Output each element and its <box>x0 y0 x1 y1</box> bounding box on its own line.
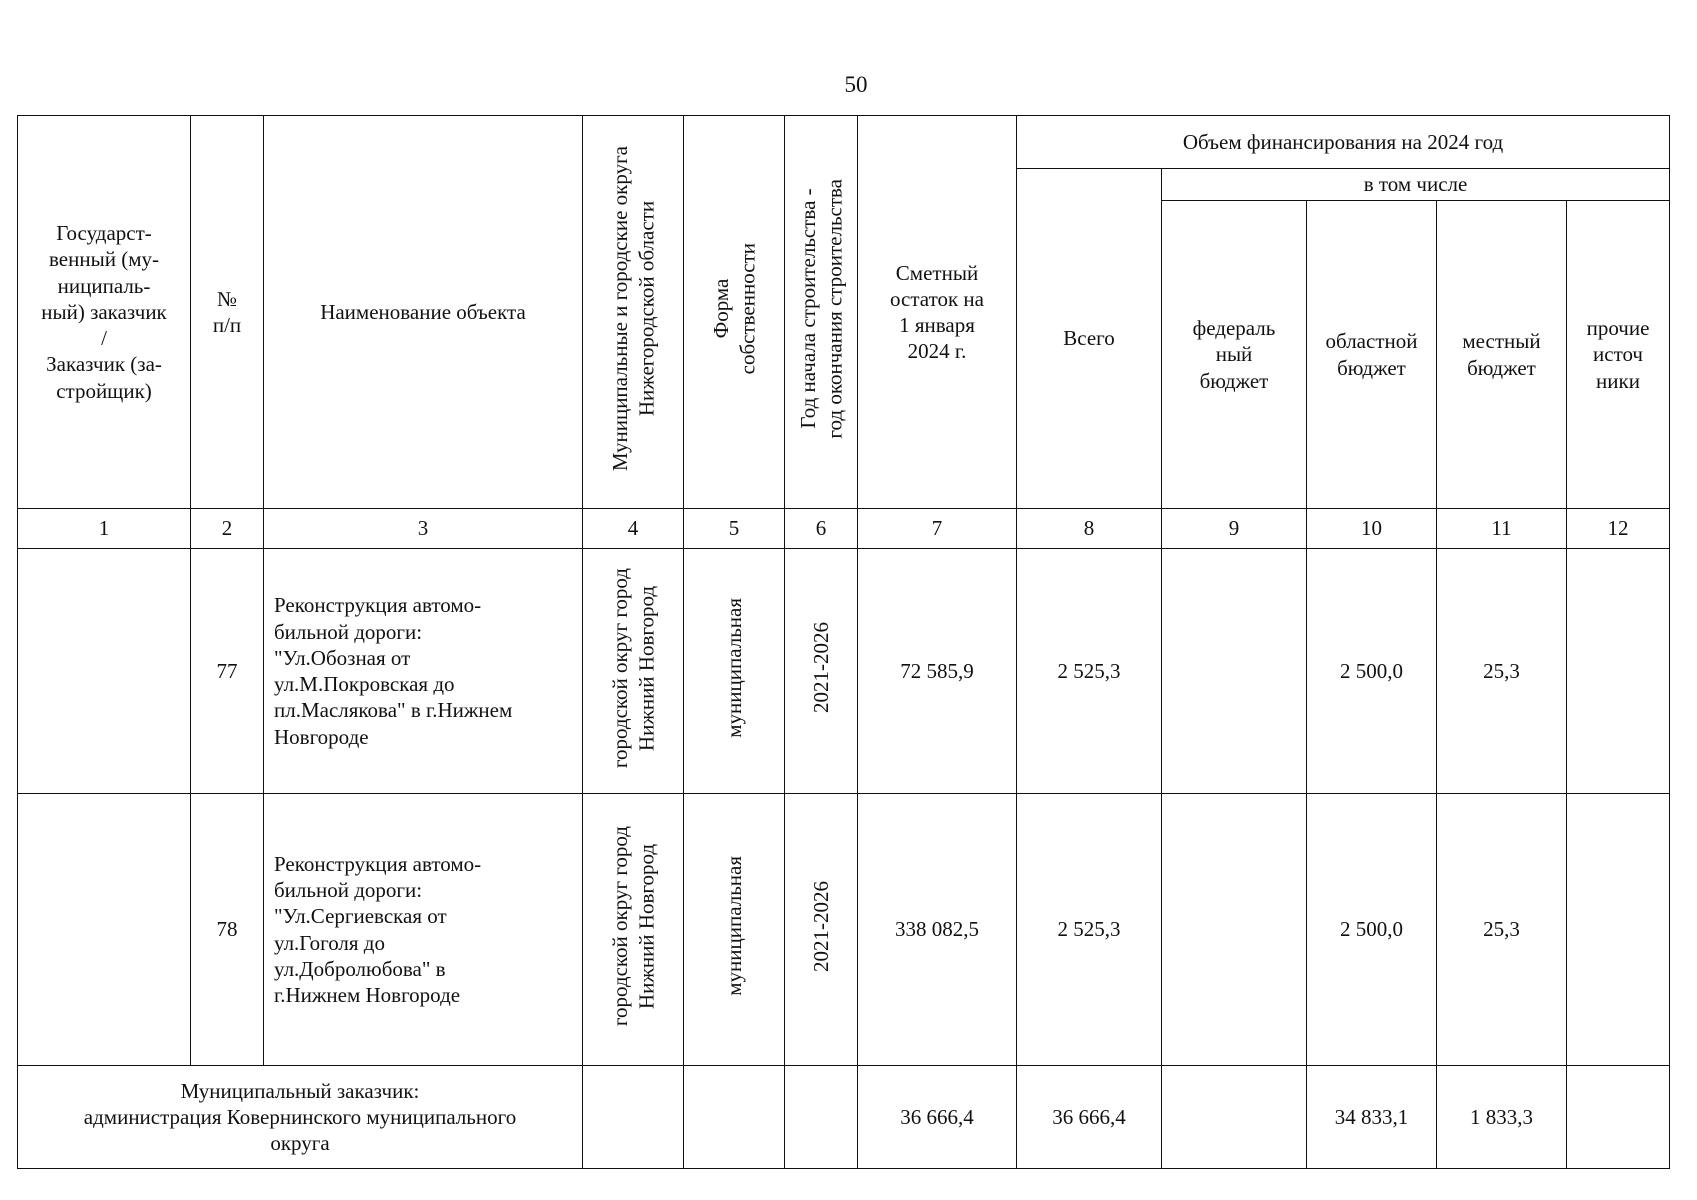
header-districts: Муниципальные и городские округа Нижегородской области <box>583 116 684 509</box>
row-estimate: 338 082,5 <box>858 794 1017 1066</box>
financing-table <box>17 115 1670 1169</box>
header-estimate-balance: Сметный остаток на 1 января 2024 г. <box>858 116 1017 509</box>
row-ownership: муниципальная <box>684 794 785 1066</box>
summary-label: Муниципальный заказчик: администрация Ковернинского муниципального округа <box>18 1066 583 1169</box>
header-funding-volume: Объем финансирования на 2024 год <box>1017 116 1670 169</box>
header-federal: федераль ный бюджет <box>1162 201 1307 509</box>
header-row-1 <box>18 116 1670 169</box>
column-number: 10 <box>1307 509 1437 549</box>
header-regional: областной бюджет <box>1307 201 1437 509</box>
summary-regional: 34 833,1 <box>1307 1066 1437 1169</box>
row-ownership: муниципальная <box>684 549 785 794</box>
summary-federal <box>1162 1066 1307 1169</box>
column-number: 6 <box>785 509 858 549</box>
summary-row <box>18 1066 1670 1169</box>
row-federal <box>1162 794 1307 1066</box>
column-number: 12 <box>1567 509 1670 549</box>
row-number: 78 <box>191 794 264 1066</box>
row-estimate: 72 585,9 <box>858 549 1017 794</box>
page-number: 50 <box>844 72 868 97</box>
header-total: Всего <box>1017 169 1162 509</box>
row-customer <box>18 794 191 1066</box>
row-object-name: Реконструкция автомо- бильной дороги: "Ул.Обозная от ул.М.Покровская до пл.Маслякова" в г.Нижнем Новгороде <box>264 549 583 794</box>
row-federal <box>1162 549 1307 794</box>
row-local: 25,3 <box>1437 794 1567 1066</box>
column-number: 2 <box>191 509 264 549</box>
header-ownership: Форма собственности <box>684 116 785 509</box>
summary-empty-ownership <box>684 1066 785 1169</box>
header-years: Год начала строительства - год окончания строительства <box>785 116 858 509</box>
column-numbers-row <box>18 509 1670 549</box>
table-row <box>18 794 1670 1066</box>
column-number: 3 <box>264 509 583 549</box>
summary-other <box>1567 1066 1670 1169</box>
header-including: в том числе <box>1162 169 1670 201</box>
summary-total: 36 666,4 <box>1017 1066 1162 1169</box>
row-regional: 2 500,0 <box>1307 794 1437 1066</box>
header-customer: Государст- венный (му- ниципаль- ный) заказчик / Заказчик (за- стройщик) <box>18 116 191 509</box>
row-number: 77 <box>191 549 264 794</box>
row-years: 2021-2026 <box>785 549 858 794</box>
row-total: 2 525,3 <box>1017 549 1162 794</box>
row-regional: 2 500,0 <box>1307 549 1437 794</box>
summary-empty-district <box>583 1066 684 1169</box>
column-number: 8 <box>1017 509 1162 549</box>
column-number: 7 <box>858 509 1017 549</box>
column-number: 5 <box>684 509 785 549</box>
summary-local: 1 833,3 <box>1437 1066 1567 1169</box>
row-district: городской округ город Нижний Новгород <box>583 794 684 1066</box>
row-other <box>1567 794 1670 1066</box>
row-local: 25,3 <box>1437 549 1567 794</box>
row-object-name: Реконструкция автомо- бильной дороги: "Ул.Сергиевская от ул.Гоголя до ул.Добролюбова" в г.Нижнем Новгороде <box>264 794 583 1066</box>
header-local: местный бюджет <box>1437 201 1567 509</box>
column-number: 4 <box>583 509 684 549</box>
row-other <box>1567 549 1670 794</box>
row-total: 2 525,3 <box>1017 794 1162 1066</box>
table-row <box>18 549 1670 794</box>
header-other: прочие источ ники <box>1567 201 1670 509</box>
column-number: 9 <box>1162 509 1307 549</box>
summary-empty-years <box>785 1066 858 1169</box>
row-customer <box>18 549 191 794</box>
column-number: 1 <box>18 509 191 549</box>
header-object-name: Наименование объекта <box>264 116 583 509</box>
header-number: № п/п <box>191 116 264 509</box>
column-number: 11 <box>1437 509 1567 549</box>
row-years: 2021-2026 <box>785 794 858 1066</box>
row-district: городской округ город Нижний Новгород <box>583 549 684 794</box>
summary-estimate: 36 666,4 <box>858 1066 1017 1169</box>
